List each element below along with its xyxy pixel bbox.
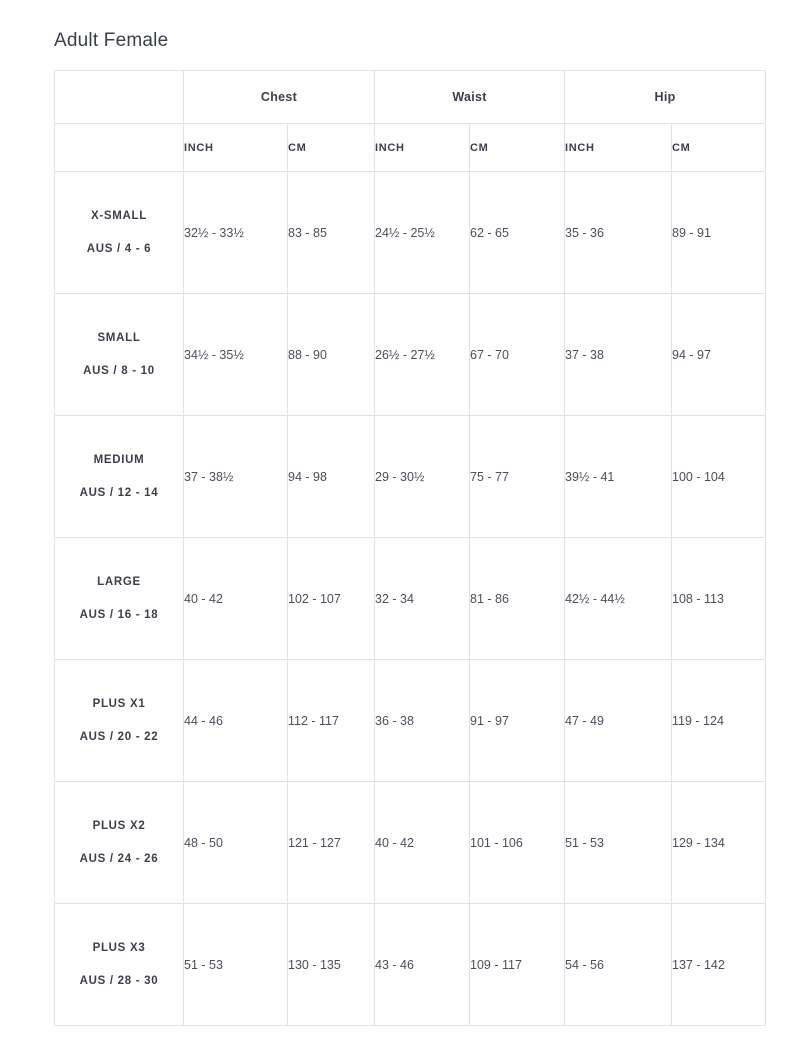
row-size-label xyxy=(55,172,184,294)
cell-chest-inch: 34½ - 35½ xyxy=(184,294,288,416)
table-row xyxy=(55,294,766,416)
table-row xyxy=(55,904,766,1026)
cell-waist-cm: 101 - 106 xyxy=(470,782,565,904)
table-corner-cell xyxy=(55,71,184,124)
cell-hip-cm: 94 - 97 xyxy=(672,294,766,416)
table-header xyxy=(55,71,766,172)
row-size-label xyxy=(55,416,184,538)
cell-waist-cm: 81 - 86 xyxy=(470,538,565,660)
page-title: Adult Female xyxy=(54,30,169,51)
cell-hip-inch: 54 - 56 xyxy=(565,904,672,1026)
cell-chest-cm: 112 - 117 xyxy=(288,660,375,782)
cell-chest-cm: 83 - 85 xyxy=(288,172,375,294)
column-unit-chest-cm: CM xyxy=(288,124,375,172)
row-size-label xyxy=(55,660,184,782)
cell-chest-inch: 40 - 42 xyxy=(184,538,288,660)
cell-waist-inch: 24½ - 25½ xyxy=(375,172,470,294)
cell-waist-inch: 26½ - 27½ xyxy=(375,294,470,416)
cell-hip-inch: 47 - 49 xyxy=(565,660,672,782)
cell-waist-inch: 43 - 46 xyxy=(375,904,470,1026)
column-unit-waist-inch: INCH xyxy=(375,124,470,172)
cell-waist-inch: 32 - 34 xyxy=(375,538,470,660)
cell-waist-inch: 40 - 42 xyxy=(375,782,470,904)
column-unit-chest-inch: INCH xyxy=(184,124,288,172)
cell-waist-inch: 36 - 38 xyxy=(375,660,470,782)
row-size-name: LARGE xyxy=(97,575,141,588)
cell-hip-inch: 42½ - 44½ xyxy=(565,538,672,660)
table-body xyxy=(55,172,766,1026)
cell-chest-inch: 37 - 38½ xyxy=(184,416,288,538)
cell-hip-inch: 51 - 53 xyxy=(565,782,672,904)
cell-chest-inch: 48 - 50 xyxy=(184,782,288,904)
row-size-label xyxy=(55,904,184,1026)
row-size-name: PLUS X1 xyxy=(92,697,146,710)
cell-waist-cm: 91 - 97 xyxy=(470,660,565,782)
cell-hip-inch: 37 - 38 xyxy=(565,294,672,416)
row-size-aus: AUS / 24 - 26 xyxy=(79,852,159,865)
column-group-waist: Waist xyxy=(375,71,565,124)
cell-hip-cm: 119 - 124 xyxy=(672,660,766,782)
table-group-header-row xyxy=(55,71,766,124)
table-row xyxy=(55,660,766,782)
column-unit-hip-cm: CM xyxy=(672,124,766,172)
row-size-name: PLUS X2 xyxy=(92,819,146,832)
cell-chest-cm: 94 - 98 xyxy=(288,416,375,538)
row-size-label xyxy=(55,782,184,904)
row-size-aus: AUS / 8 - 10 xyxy=(83,364,155,377)
cell-hip-cm: 100 - 104 xyxy=(672,416,766,538)
cell-chest-cm: 130 - 135 xyxy=(288,904,375,1026)
column-group-chest: Chest xyxy=(184,71,375,124)
table-row xyxy=(55,416,766,538)
cell-chest-cm: 102 - 107 xyxy=(288,538,375,660)
table-unit-header-row xyxy=(55,124,766,172)
size-chart-table xyxy=(54,70,766,1026)
table-row xyxy=(55,538,766,660)
cell-hip-cm: 89 - 91 xyxy=(672,172,766,294)
column-group-hip: Hip xyxy=(565,71,766,124)
column-unit-hip-inch: INCH xyxy=(565,124,672,172)
cell-chest-inch: 44 - 46 xyxy=(184,660,288,782)
row-size-aus: AUS / 12 - 14 xyxy=(79,486,159,499)
table-row xyxy=(55,172,766,294)
cell-chest-cm: 121 - 127 xyxy=(288,782,375,904)
cell-waist-cm: 75 - 77 xyxy=(470,416,565,538)
row-size-aus: AUS / 20 - 22 xyxy=(79,730,159,743)
column-unit-waist-cm: CM xyxy=(470,124,565,172)
row-size-aus: AUS / 28 - 30 xyxy=(79,974,159,987)
row-size-name: MEDIUM xyxy=(93,453,145,466)
cell-hip-inch: 39½ - 41 xyxy=(565,416,672,538)
cell-hip-cm: 108 - 113 xyxy=(672,538,766,660)
cell-chest-inch: 32½ - 33½ xyxy=(184,172,288,294)
cell-hip-cm: 137 - 142 xyxy=(672,904,766,1026)
cell-chest-cm: 88 - 90 xyxy=(288,294,375,416)
row-size-label xyxy=(55,294,184,416)
row-size-aus: AUS / 16 - 18 xyxy=(79,608,159,621)
cell-hip-inch: 35 - 36 xyxy=(565,172,672,294)
cell-hip-cm: 129 - 134 xyxy=(672,782,766,904)
row-size-name: SMALL xyxy=(97,331,141,344)
table-corner-cell-lower xyxy=(55,124,184,172)
cell-waist-inch: 29 - 30½ xyxy=(375,416,470,538)
row-size-aus: AUS / 4 - 6 xyxy=(86,242,152,255)
cell-waist-cm: 62 - 65 xyxy=(470,172,565,294)
row-size-name: X-SMALL xyxy=(90,209,147,222)
table-row xyxy=(55,782,766,904)
row-size-name: PLUS X3 xyxy=(92,941,146,954)
row-size-label xyxy=(55,538,184,660)
cell-waist-cm: 67 - 70 xyxy=(470,294,565,416)
cell-waist-cm: 109 - 117 xyxy=(470,904,565,1026)
cell-chest-inch: 51 - 53 xyxy=(184,904,288,1026)
